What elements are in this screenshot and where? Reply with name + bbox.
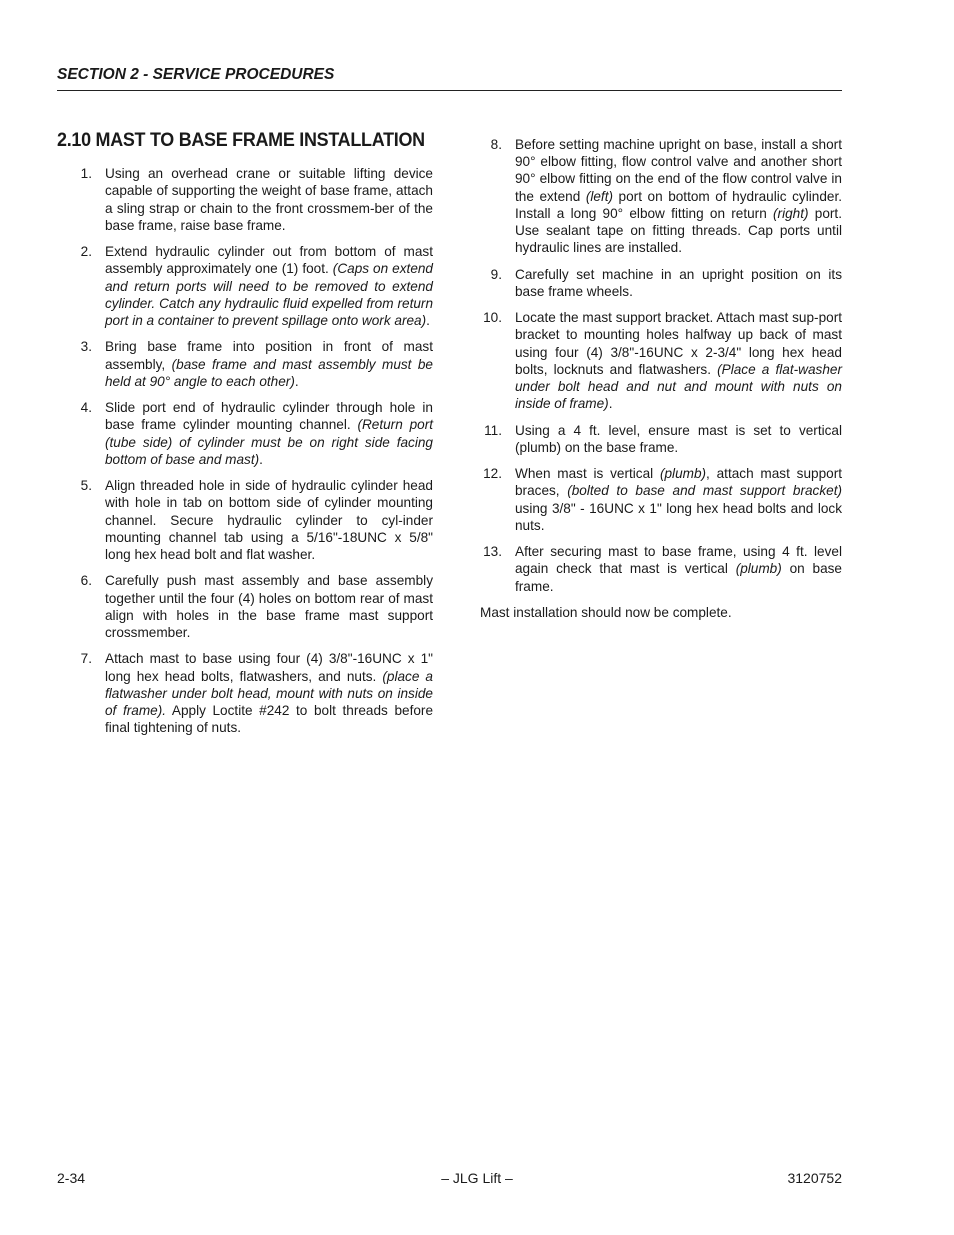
step-text: After securing mast to base frame, using 4 ft. level again check that mast is vertical (plumb) on base frame.	[515, 544, 842, 594]
step-12	[480, 465, 842, 534]
step-text: Slide port end of hydraulic cylinder through hole in base frame cylinder mounting channel. (Return port (tube side) of cylinder must be on right side facing bottom of base and mast).	[105, 400, 433, 467]
step-2	[57, 243, 433, 329]
step-number: 6.	[80, 573, 92, 589]
step-number: 13.	[483, 544, 502, 560]
step-number: 9.	[490, 266, 502, 282]
left-column	[57, 129, 434, 746]
step-text: Carefully push mast assembly and base assembly together until the four (4) holes on bottom rear of mast align with holes in the base frame mast support crossmember.	[105, 573, 433, 641]
step-number: 7.	[80, 651, 92, 667]
step-8	[480, 136, 842, 256]
step-7	[57, 650, 433, 736]
step-5	[57, 477, 433, 563]
step-number: 5.	[80, 478, 92, 494]
page-number: 2-34	[57, 1170, 86, 1186]
step-number: 8.	[490, 137, 502, 152]
step-text: Locate the mast support bracket. Attach mast sup-port bracket to mounting holes halfway up back of mast using four (4) 3/8"-16UNC x 2-3/4" long hex head bolts, locknuts and flatwashers. (Place a flat-washer under bolt head and nut and mount with nuts on inside of frame).	[515, 310, 842, 412]
step-text: Using a 4 ft. level, ensure mast is set to vertical (plumb) on the base frame.	[515, 422, 842, 455]
closing-note: Mast installation should now be complete.	[480, 605, 732, 620]
step-number: 4.	[80, 400, 92, 416]
step-1	[57, 165, 433, 234]
step-10	[480, 309, 842, 412]
step-text: Attach mast to base using four (4) 3/8"-16UNC x 1" long hex head bolts, flatwashers, and nuts. (place a flatwasher under bolt head, mount with nuts on inside of frame). Apply Loctite #242 to bolt threads before final tightening of nuts.	[105, 651, 434, 736]
step-3	[57, 338, 433, 390]
step-number: 1.	[80, 166, 92, 182]
step-text: Before setting machine upright on base, install a short 90° elbow fitting, flow control valve and another short 90° elbow fitting on the end of the flow control valve in the extend (left) port on bottom of hydraulic cylinder. Install a long 90° elbow fitting on return (right) port. Use sealant tape on fitting threads. Cap ports until hydraulic lines are installed.	[515, 137, 842, 256]
step-9	[480, 266, 842, 300]
right-column	[480, 136, 842, 621]
step-11	[480, 422, 842, 456]
step-number: 3.	[80, 339, 92, 355]
step-text: Using an overhead crane or suitable lifting device capable of supporting the weight of base frame, attach a sling strap or chain to the front crossmem-ber of the base frame, raise base frame.	[105, 166, 433, 233]
section-title: 2.10 MAST TO BASE FRAME INSTALLATION	[57, 129, 425, 151]
step-13	[480, 543, 842, 595]
step-text: Bring base frame into position in front of mast assembly, (base frame and mast assembly must be held at 90° angle to each other).	[105, 339, 433, 389]
step-number: 12.	[483, 466, 502, 482]
step-6	[57, 572, 433, 641]
step-number: 11.	[484, 422, 502, 438]
step-text: When mast is vertical (plumb), attach mast support braces, (bolted to base and mast support bracket) using 3/8" - 16UNC x 1" long hex head bolts and lock nuts.	[515, 466, 842, 533]
step-4	[57, 399, 433, 468]
footer-publisher: – JLG Lift –	[441, 1170, 513, 1186]
section-header: SECTION 2 - SERVICE PROCEDURES	[57, 66, 335, 83]
step-number: 10.	[483, 310, 502, 326]
step-text: Align threaded hole in side of hydraulic cylinder head with hole in tab on bottom side of cylinder mounting channel. Secure hydraulic cylinder to cyl-inder mounting channel tab using a 5/16"-18UNC x 5/8" long hex head bolt and flat washer.	[105, 478, 433, 563]
step-number: 2.	[80, 244, 92, 260]
step-text: Extend hydraulic cylinder out from bottom of mast assembly approximately one (1) foot. (Caps on extend and return ports will need to be removed to extend cylinder. Catch any hydraulic fluid expelled from return port in a container to prevent spillage onto work area).	[105, 244, 433, 329]
document-number: 3120752	[787, 1170, 842, 1186]
header-rule	[57, 90, 842, 91]
step-text: Carefully set machine in an upright position on its base frame wheels.	[515, 266, 842, 299]
